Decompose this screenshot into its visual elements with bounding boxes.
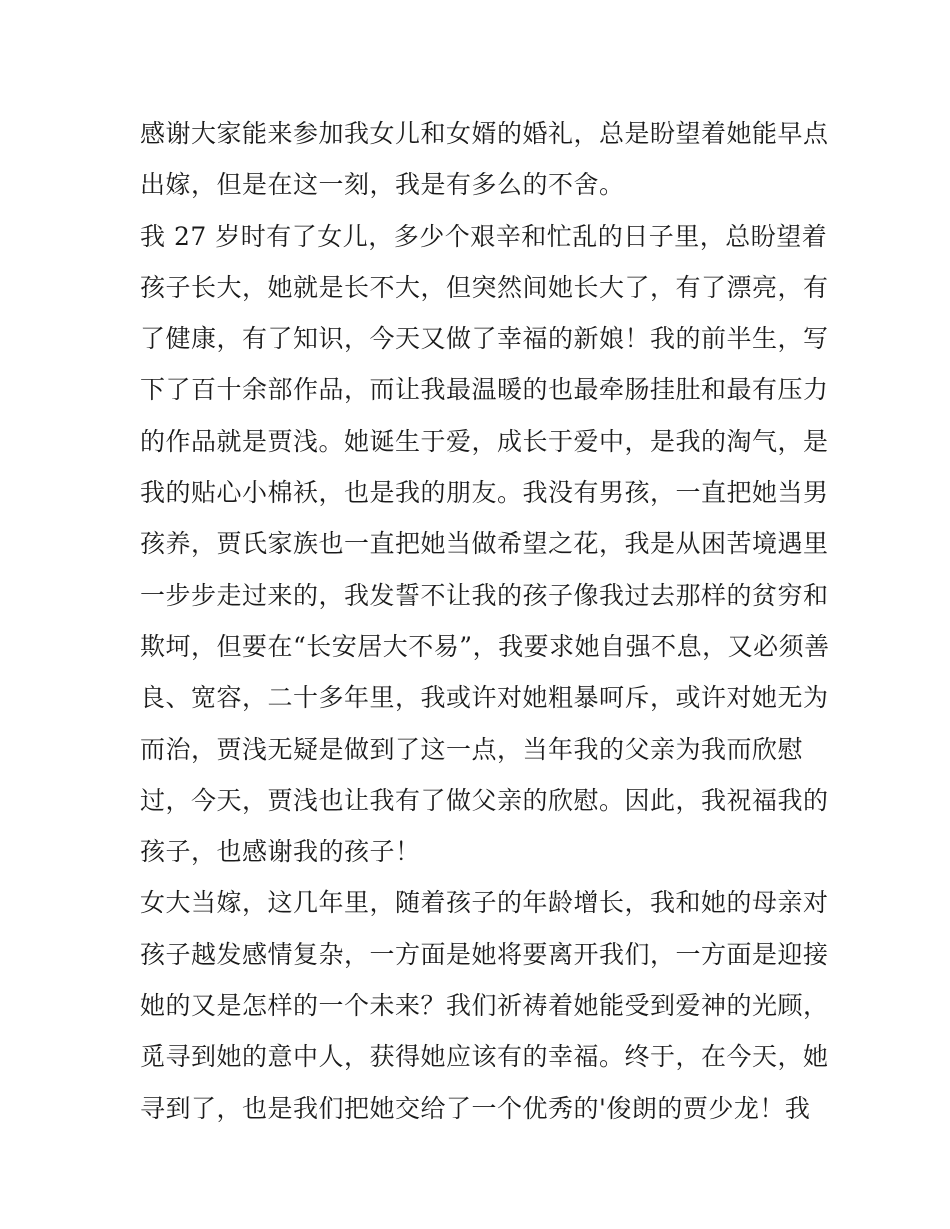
text-line: 了健康，有了知识，今天又做了幸福的新娘！我的前半生，写: [140, 324, 829, 354]
text-line: 下了百十余部作品，而让我最温暖的也最牵肠挂肚和最有压力: [140, 375, 829, 405]
text-line: 她的又是怎样的一个未来？我们祈祷着她能受到爱神的光顾，: [140, 991, 829, 1021]
text-line: 孩子越发感情复杂，一方面是她将要离开我们，一方面是迎接: [140, 939, 829, 969]
text-line: 一步步走过来的，我发誓不让我的孩子像我过去那样的贫穷和: [140, 580, 829, 610]
text-line: 孩养，贾氏家族也一直把她当做希望之花，我是从困苦境遇里: [140, 529, 829, 559]
body-text: [140, 108, 830, 1134]
text-line: 寻到了，也是我们把她交给了一个优秀的'俊朗的贾少龙！我: [140, 1093, 811, 1123]
text-line: 我 27 岁时有了女儿，多少个艰辛和忙乱的日子里，总盼望着: [140, 221, 828, 251]
text-line: 我的贴心小棉袄，也是我的朋友。我没有男孩，一直把她当男: [140, 478, 829, 508]
text-line: 欺坷，但要在“长安居大不易”，我要求她自强不息，又必须善: [140, 631, 830, 661]
text-line: 孩子，也感谢我的孩子！: [140, 837, 421, 867]
text-line: 良、宽容，二十多年里，我或许对她粗暴呵斥，或许对她无为: [140, 683, 829, 713]
text-line: 的作品就是贾浅。她诞生于爱，成长于爱中，是我的淘气，是: [140, 426, 829, 456]
text-line: 孩子长大，她就是长不大，但突然间她长大了，有了漂亮，有: [140, 272, 829, 302]
text-line: 觅寻到她的意中人，获得她应该有的幸福。终于，在今天，她: [140, 1042, 829, 1072]
text-line: 出嫁，但是在这一刻，我是有多么的不舍。: [140, 170, 625, 200]
text-line: 感谢大家能来参加我女儿和女婿的婚礼，总是盼望着她能早点: [140, 119, 829, 148]
text-line: 过，今天，贾浅也让我有了做父亲的欣慰。因此，我祝福我的: [140, 785, 829, 815]
text-line: 女大当嫁，这几年里，随着孩子的年龄增长，我和她的母亲对: [140, 888, 829, 918]
text-line: 而治，贾浅无疑是做到了这一点，当年我的父亲为我而欣慰: [140, 734, 804, 764]
